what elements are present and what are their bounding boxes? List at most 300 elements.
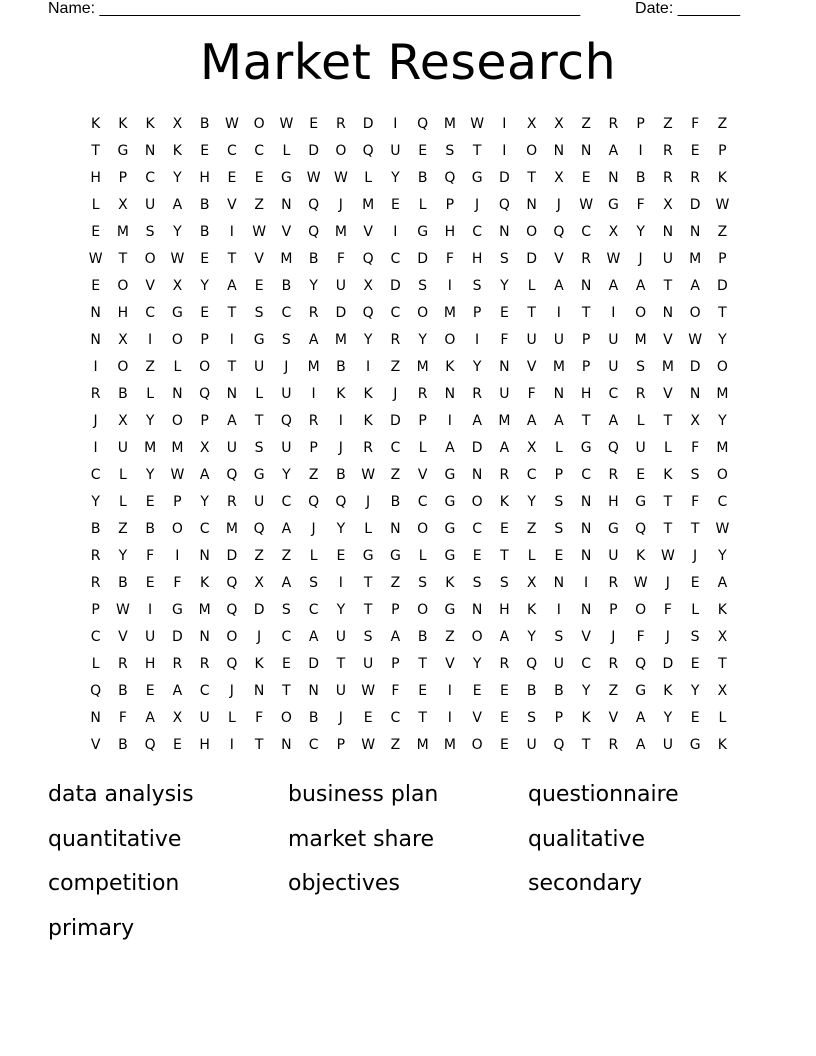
grid-cell[interactable]: M [716,386,729,402]
grid-cell[interactable]: I [93,440,98,456]
grid-cell[interactable]: E [336,548,346,564]
grid-cell[interactable]: C [281,629,292,645]
grid-cell[interactable]: B [118,575,128,591]
grid-cell[interactable]: B [336,467,346,483]
grid-cell[interactable]: O [280,710,292,726]
grid-cell[interactable]: B [118,737,128,753]
grid-cell[interactable]: Y [200,494,209,510]
grid-cell[interactable]: B [417,170,428,186]
grid-cell[interactable]: X [118,197,128,213]
grid-cell[interactable]: M [225,521,238,537]
grid-cell[interactable]: X [172,710,183,726]
grid-cell[interactable]: P [472,305,482,321]
grid-cell[interactable]: R [663,143,673,159]
grid-cell[interactable]: R [199,656,210,672]
grid-cell[interactable]: E [200,143,210,159]
grid-cell[interactable]: D [662,656,674,672]
grid-cell[interactable]: W [88,251,103,267]
grid-cell[interactable]: O [526,143,538,159]
grid-cell[interactable]: J [338,197,343,213]
grid-cell[interactable]: G [607,197,619,213]
grid-cell[interactable]: Y [527,494,536,510]
grid-cell[interactable]: I [148,602,153,618]
grid-cell[interactable]: D [498,170,510,186]
grid-cell[interactable]: Y [500,278,509,294]
grid-cell[interactable]: O [635,305,647,321]
grid-cell[interactable]: O [471,737,483,753]
grid-cell[interactable]: E [200,251,210,267]
grid-cell[interactable]: T [663,413,673,429]
grid-cell[interactable]: S [281,332,291,348]
grid-cell[interactable]: Q [280,413,292,429]
grid-cell[interactable]: K [91,116,101,132]
grid-cell[interactable]: T [363,602,373,618]
grid-cell[interactable]: O [171,413,183,429]
grid-cell[interactable]: C [281,305,292,321]
grid-cell[interactable]: S [254,305,264,321]
grid-cell[interactable]: W [715,521,730,537]
grid-cell[interactable]: Y [145,413,155,429]
grid-cell[interactable]: Q [226,656,238,672]
grid-cell[interactable]: H [608,494,619,510]
grid-cell[interactable]: S [254,440,264,456]
grid-cell[interactable]: Y [391,170,400,186]
grid-cell[interactable]: Y [173,170,182,186]
grid-cell[interactable]: X [526,440,537,456]
grid-cell[interactable]: N [144,143,156,159]
grid-cell[interactable]: M [443,737,456,753]
grid-cell[interactable]: E [227,170,237,186]
grid-cell[interactable]: G [280,170,292,186]
grid-cell[interactable]: A [717,575,728,591]
grid-cell[interactable]: G [171,602,183,618]
grid-cell[interactable]: T [663,278,673,294]
grid-cell[interactable]: Y [718,413,727,429]
grid-cell[interactable]: G [635,683,647,699]
grid-cell[interactable]: K [445,575,455,591]
grid-cell[interactable]: U [499,386,510,402]
grid-cell[interactable]: G [444,467,456,483]
grid-cell[interactable]: Y [527,629,536,645]
grid-cell[interactable]: U [117,440,128,456]
grid-cell[interactable]: Z [145,359,155,375]
grid-cell[interactable]: G [253,467,265,483]
grid-cell[interactable]: R [663,170,673,186]
grid-cell[interactable]: S [445,143,455,159]
grid-cell[interactable]: P [445,197,455,213]
grid-cell[interactable]: H [444,224,456,240]
grid-cell[interactable]: F [391,683,400,699]
grid-cell[interactable]: Y [118,548,128,564]
grid-cell[interactable]: R [90,575,101,591]
grid-cell[interactable]: R [472,386,482,402]
grid-cell[interactable]: N [580,521,592,537]
grid-cell[interactable]: W [170,251,185,267]
grid-cell[interactable]: I [447,413,452,429]
grid-cell[interactable]: I [638,143,643,159]
grid-cell[interactable]: F [173,575,182,591]
grid-cell[interactable]: K [336,386,346,402]
grid-cell[interactable]: L [663,440,672,456]
grid-cell[interactable]: G [471,170,483,186]
grid-cell[interactable]: F [691,440,700,456]
grid-cell[interactable]: H [117,305,129,321]
grid-cell[interactable]: D [471,440,483,456]
grid-cell[interactable]: T [254,737,264,753]
grid-cell[interactable]: F [663,602,672,618]
grid-cell[interactable]: E [145,494,155,510]
grid-cell[interactable]: J [475,197,480,213]
grid-cell[interactable]: R [227,494,237,510]
grid-cell[interactable]: Z [717,116,728,132]
grid-cell[interactable]: P [173,494,182,510]
grid-cell[interactable]: S [554,629,564,645]
grid-cell[interactable]: C [526,467,537,483]
grid-cell[interactable]: R [172,656,183,672]
grid-cell[interactable]: W [715,197,730,213]
grid-cell[interactable]: Q [308,197,320,213]
grid-cell[interactable]: J [638,251,643,267]
grid-cell[interactable]: Q [335,494,347,510]
grid-cell[interactable]: M [144,440,157,456]
grid-cell[interactable]: U [254,494,265,510]
grid-cell[interactable]: Y [336,602,346,618]
grid-cell[interactable]: S [636,359,646,375]
grid-cell[interactable]: Q [253,521,265,537]
grid-cell[interactable]: T [718,305,727,321]
grid-cell[interactable]: P [336,737,346,753]
grid-cell[interactable]: L [255,386,264,402]
grid-cell[interactable]: O [417,521,429,537]
grid-cell[interactable]: R [635,386,646,402]
grid-cell[interactable]: D [171,629,183,645]
grid-cell[interactable]: J [665,629,670,645]
grid-cell[interactable]: H [471,251,483,267]
grid-cell[interactable]: W [115,602,130,618]
grid-cell[interactable]: V [472,710,482,726]
grid-cell[interactable]: C [226,143,237,159]
grid-cell[interactable]: L [418,548,427,564]
grid-cell[interactable]: J [556,197,561,213]
grid-cell[interactable]: B [145,521,155,537]
grid-cell[interactable]: E [418,683,428,699]
grid-cell[interactable]: C [90,467,101,483]
grid-cell[interactable]: C [254,143,265,159]
grid-cell[interactable]: P [718,251,727,267]
grid-cell[interactable]: O [253,116,265,132]
grid-cell[interactable]: E [254,278,264,294]
grid-cell[interactable]: N [689,224,701,240]
grid-cell[interactable]: L [418,440,427,456]
grid-cell[interactable]: N [253,683,265,699]
grid-cell[interactable]: E [91,278,101,294]
grid-cell[interactable]: N [471,467,483,483]
grid-cell[interactable]: S [418,278,428,294]
grid-cell[interactable]: T [527,170,536,186]
grid-cell[interactable]: F [691,116,700,132]
grid-cell[interactable]: C [145,170,156,186]
grid-cell[interactable]: K [254,656,264,672]
grid-cell[interactable]: K [445,359,455,375]
grid-cell[interactable]: P [636,116,645,132]
grid-cell[interactable]: I [229,332,234,348]
grid-cell[interactable]: A [499,629,510,645]
grid-cell[interactable]: K [581,710,591,726]
grid-cell[interactable]: T [227,305,237,321]
grid-cell[interactable]: Y [472,656,482,672]
grid-cell[interactable]: Q [226,575,238,591]
grid-cell[interactable]: C [145,305,156,321]
grid-cell[interactable]: M [443,116,456,132]
grid-cell[interactable]: I [611,305,616,321]
grid-cell[interactable]: I [229,737,234,753]
grid-cell[interactable]: Y [336,521,346,537]
grid-cell[interactable]: L [636,413,645,429]
grid-cell[interactable]: L [309,548,318,564]
grid-cell[interactable]: P [200,332,209,348]
grid-cell[interactable]: Y [472,359,482,375]
grid-cell[interactable]: M [634,332,647,348]
grid-cell[interactable]: N [526,197,537,213]
grid-cell[interactable]: N [580,278,592,294]
grid-cell[interactable]: U [608,332,619,348]
grid-cell[interactable]: S [499,251,509,267]
grid-cell[interactable]: G [171,305,183,321]
grid-cell[interactable]: W [361,737,376,753]
grid-cell[interactable]: W [279,116,294,132]
grid-cell[interactable]: I [556,305,561,321]
grid-cell[interactable]: S [309,575,319,591]
grid-cell[interactable]: K [145,116,155,132]
grid-cell[interactable]: O [171,521,183,537]
grid-cell[interactable]: L [91,197,100,213]
grid-cell[interactable]: Q [362,143,374,159]
grid-cell[interactable]: D [689,359,701,375]
grid-cell[interactable]: Q [308,224,320,240]
grid-cell[interactable]: Q [553,224,565,240]
grid-cell[interactable]: I [447,278,452,294]
grid-cell[interactable]: Q [199,386,211,402]
grid-cell[interactable]: Q [362,305,374,321]
grid-cell[interactable]: G [607,521,619,537]
grid-cell[interactable]: A [635,710,646,726]
grid-cell[interactable]: A [608,278,619,294]
grid-cell[interactable]: B [526,683,537,699]
grid-cell[interactable]: T [91,143,100,159]
grid-cell[interactable]: D [308,656,320,672]
grid-cell[interactable]: L [527,548,536,564]
grid-cell[interactable]: P [118,170,128,186]
grid-cell[interactable]: S [527,710,537,726]
grid-cell[interactable]: R [581,251,591,267]
grid-cell[interactable]: N [580,494,592,510]
grid-cell[interactable]: I [311,386,316,402]
date-field[interactable]: Date: _______ [635,0,740,17]
grid-cell[interactable]: Y [282,467,291,483]
grid-cell[interactable]: Y [663,710,673,726]
grid-cell[interactable]: Z [717,224,728,240]
grid-cell[interactable]: R [308,305,319,321]
grid-cell[interactable]: Q [226,602,238,618]
grid-cell[interactable]: T [690,521,700,537]
grid-cell[interactable]: M [116,224,129,240]
grid-cell[interactable]: C [581,224,592,240]
grid-cell[interactable]: P [91,602,100,618]
grid-cell[interactable]: R [608,656,619,672]
grid-cell[interactable]: K [717,737,727,753]
grid-cell[interactable]: M [362,197,375,213]
grid-cell[interactable]: C [390,305,401,321]
grid-cell[interactable]: I [447,683,452,699]
grid-cell[interactable]: Q [526,656,538,672]
grid-cell[interactable]: X [172,278,183,294]
grid-cell[interactable]: Y [200,278,209,294]
grid-cell[interactable]: M [689,251,702,267]
grid-cell[interactable]: E [499,521,509,537]
grid-cell[interactable]: Q [635,521,647,537]
grid-cell[interactable]: J [338,710,343,726]
grid-cell[interactable]: E [690,575,700,591]
grid-cell[interactable]: T [363,575,373,591]
grid-cell[interactable]: K [527,602,537,618]
grid-cell[interactable]: A [608,143,619,159]
grid-cell[interactable]: K [717,602,727,618]
grid-cell[interactable]: R [690,170,700,186]
grid-cell[interactable]: N [199,548,210,564]
grid-cell[interactable]: E [472,683,482,699]
grid-cell[interactable]: B [118,683,128,699]
grid-cell[interactable]: R [390,332,401,348]
grid-cell[interactable]: L [118,494,127,510]
grid-cell[interactable]: Q [226,467,238,483]
grid-cell[interactable]: A [635,278,646,294]
grid-cell[interactable]: J [693,548,698,564]
grid-cell[interactable]: Q [417,116,429,132]
grid-cell[interactable]: K [200,575,210,591]
grid-cell[interactable]: C [390,251,401,267]
grid-cell[interactable]: T [663,521,673,537]
grid-cell[interactable]: N [580,143,592,159]
grid-cell[interactable]: R [118,656,128,672]
grid-cell[interactable]: R [308,413,319,429]
grid-cell[interactable]: A [308,629,319,645]
grid-cell[interactable]: J [611,629,616,645]
grid-cell[interactable]: W [633,575,648,591]
grid-cell[interactable]: J [665,575,670,591]
grid-cell[interactable]: C [308,737,319,753]
grid-cell[interactable]: W [606,251,621,267]
grid-cell[interactable]: I [338,575,343,591]
grid-cell[interactable]: X [363,278,373,294]
grid-cell[interactable]: W [361,467,376,483]
grid-cell[interactable]: U [226,440,237,456]
grid-cell[interactable]: K [636,548,646,564]
grid-cell[interactable]: J [393,386,398,402]
grid-cell[interactable]: K [363,413,373,429]
grid-cell[interactable]: D [417,251,429,267]
grid-cell[interactable]: D [526,251,538,267]
grid-cell[interactable]: F [445,251,454,267]
grid-cell[interactable]: M [716,440,729,456]
grid-cell[interactable]: G [580,440,592,456]
grid-cell[interactable]: U [145,197,156,213]
grid-cell[interactable]: B [554,683,564,699]
grid-cell[interactable]: H [499,602,510,618]
grid-cell[interactable]: M [280,251,293,267]
grid-cell[interactable]: N [90,305,101,321]
grid-cell[interactable]: E [363,710,373,726]
grid-cell[interactable]: U [281,386,292,402]
grid-cell[interactable]: S [554,521,564,537]
grid-cell[interactable]: E [145,575,155,591]
grid-cell[interactable]: Q [444,170,456,186]
grid-cell[interactable]: U [526,737,537,753]
grid-cell[interactable]: Y [418,332,427,348]
grid-cell[interactable]: M [198,602,211,618]
grid-cell[interactable]: N [580,602,592,618]
grid-cell[interactable]: E [418,143,428,159]
grid-cell[interactable]: Y [145,467,155,483]
grid-cell[interactable]: O [199,359,211,375]
grid-cell[interactable]: E [91,224,101,240]
grid-cell[interactable]: R [417,386,428,402]
grid-cell[interactable]: G [444,494,456,510]
grid-cell[interactable]: G [444,548,456,564]
grid-cell[interactable]: M [443,305,456,321]
grid-cell[interactable]: E [499,737,509,753]
grid-cell[interactable]: A [172,197,183,213]
grid-cell[interactable]: K [663,467,673,483]
grid-cell[interactable]: L [691,602,700,618]
grid-cell[interactable]: W [224,116,239,132]
grid-cell[interactable]: C [390,710,401,726]
grid-cell[interactable]: J [284,359,289,375]
grid-cell[interactable]: D [308,143,320,159]
grid-cell[interactable]: V [526,359,537,375]
grid-cell[interactable]: I [338,413,343,429]
grid-cell[interactable]: H [90,170,101,186]
grid-cell[interactable]: M [307,359,320,375]
grid-cell[interactable]: W [470,116,485,132]
grid-cell[interactable]: M [552,359,565,375]
grid-cell[interactable]: N [199,629,210,645]
grid-cell[interactable]: H [199,737,210,753]
grid-cell[interactable]: A [554,278,564,294]
grid-cell[interactable]: D [716,278,728,294]
grid-cell[interactable]: X [199,440,210,456]
grid-cell[interactable]: T [527,305,536,321]
grid-cell[interactable]: Y [690,683,700,699]
grid-cell[interactable]: O [226,629,238,645]
grid-cell[interactable]: G [444,602,456,618]
grid-cell[interactable]: G [417,224,429,240]
grid-cell[interactable]: K [118,116,128,132]
grid-cell[interactable]: N [608,170,619,186]
grid-cell[interactable]: A [199,467,210,483]
grid-cell[interactable]: I [447,710,452,726]
grid-cell[interactable]: B [417,629,428,645]
grid-cell[interactable]: Q [144,737,156,753]
grid-cell[interactable]: U [390,143,401,159]
grid-cell[interactable]: U [145,629,156,645]
grid-cell[interactable]: W [361,683,376,699]
grid-cell[interactable]: T [472,143,482,159]
grid-cell[interactable]: L [527,278,536,294]
grid-cell[interactable]: T [118,251,128,267]
grid-cell[interactable]: H [144,656,156,672]
grid-cell[interactable]: U [662,737,673,753]
grid-cell[interactable]: G [117,143,129,159]
